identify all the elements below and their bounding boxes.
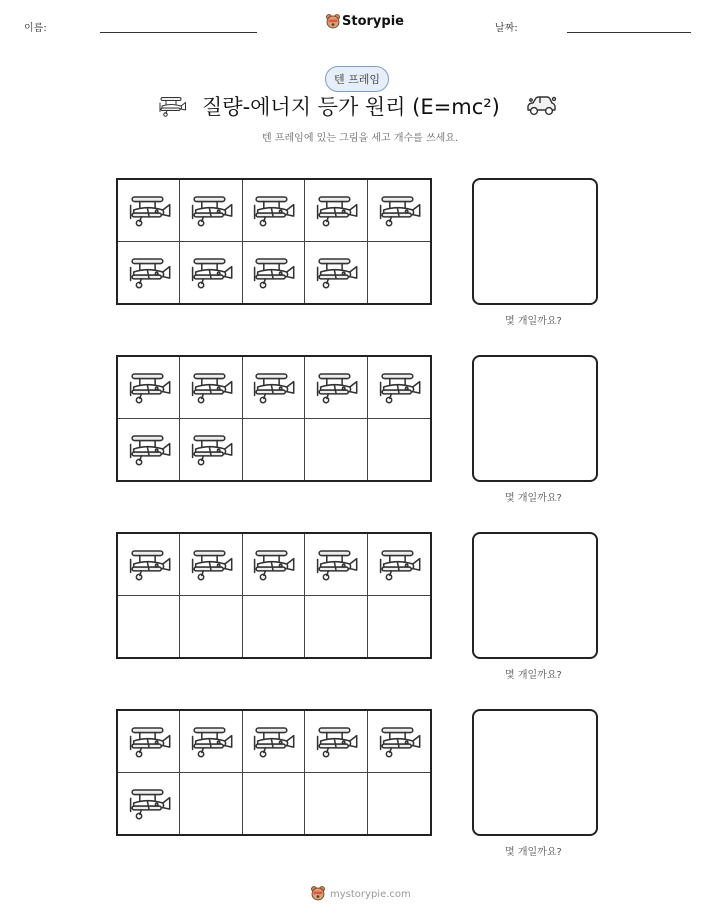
ten-frame-cell xyxy=(305,596,367,658)
biplane-icon xyxy=(126,724,172,758)
biplane-icon xyxy=(376,547,422,581)
biplane-icon xyxy=(126,547,172,581)
ten-frame-cell xyxy=(305,419,367,481)
ten-frame-cell xyxy=(180,534,242,596)
biplane-icon xyxy=(126,255,172,289)
ten-frame-cell xyxy=(118,180,180,242)
footer-bear-icon xyxy=(310,885,326,901)
question-label: 몇 개일까요? xyxy=(505,316,562,327)
ten-frame-cell xyxy=(180,242,242,304)
answer-box[interactable] xyxy=(472,532,598,659)
ten-frame-cell xyxy=(368,357,430,419)
biplane-icon xyxy=(188,255,234,289)
ten-frame-cell xyxy=(118,711,180,773)
biplane-icon xyxy=(313,255,359,289)
date-label: 날짜: xyxy=(495,23,518,34)
brand-name: Storypie xyxy=(342,14,404,29)
title-right-icon xyxy=(525,94,557,118)
ten-frame-cell xyxy=(118,419,180,481)
biplane-icon xyxy=(188,370,234,404)
ten-frame-cell xyxy=(118,242,180,304)
ten-frame-cell xyxy=(243,596,305,658)
name-label: 이름: xyxy=(24,23,47,34)
ten-frame-cell xyxy=(305,357,367,419)
question-label: 몇 개일까요? xyxy=(505,493,562,504)
ten-frame-cell xyxy=(305,242,367,304)
ten-frame-cell xyxy=(368,711,430,773)
ten-frame-cell xyxy=(243,534,305,596)
ten-frame-cell xyxy=(305,180,367,242)
title-left-icon xyxy=(157,95,187,117)
biplane-icon xyxy=(126,370,172,404)
ten-frame-cell xyxy=(118,773,180,835)
instructions: 텐 프레임에 있는 그림을 세고 개수를 쓰세요. xyxy=(262,133,459,144)
biplane-icon xyxy=(313,370,359,404)
name-line xyxy=(100,32,257,33)
biplane-icon xyxy=(250,193,296,227)
biplane-icon xyxy=(126,432,172,466)
biplane-icon xyxy=(126,786,172,820)
biplane-icon xyxy=(376,724,422,758)
biplane-icon xyxy=(376,370,422,404)
question-label: 몇 개일까요? xyxy=(505,847,562,858)
biplane-icon xyxy=(188,547,234,581)
biplane-icon xyxy=(157,95,187,117)
ten-frame-cell xyxy=(368,242,430,304)
biplane-icon xyxy=(250,370,296,404)
ten-frame-cell xyxy=(180,773,242,835)
ten-frame-cell xyxy=(305,711,367,773)
biplane-icon xyxy=(250,724,296,758)
ten-frame-cell xyxy=(180,419,242,481)
ten-frame-cell xyxy=(243,357,305,419)
ten-frame-cell xyxy=(243,242,305,304)
bear-icon xyxy=(325,13,341,29)
ten-frame-cell xyxy=(180,711,242,773)
page-title: 질량-에너지 등가 원리 (E=mc²) xyxy=(202,95,500,119)
category-badge: 텐 프레임 xyxy=(325,66,389,92)
biplane-icon xyxy=(313,724,359,758)
ten-frame xyxy=(116,709,432,836)
biplane-icon xyxy=(313,547,359,581)
ten-frame xyxy=(116,178,432,305)
ten-frame-cell xyxy=(180,596,242,658)
ten-frame xyxy=(116,355,432,482)
ten-frame-cell xyxy=(243,419,305,481)
ten-frame-cell xyxy=(368,180,430,242)
question-label: 몇 개일까요? xyxy=(505,670,562,681)
answer-box[interactable] xyxy=(472,709,598,836)
ten-frame-cell xyxy=(243,773,305,835)
ten-frame-cell xyxy=(118,534,180,596)
answer-box[interactable] xyxy=(472,178,598,305)
biplane-icon xyxy=(376,193,422,227)
ten-frame-cell xyxy=(368,419,430,481)
biplane-icon xyxy=(188,432,234,466)
ten-frame-cell xyxy=(243,711,305,773)
ten-frame-cell xyxy=(368,534,430,596)
ten-frame-cell xyxy=(305,534,367,596)
ten-frame-cell xyxy=(118,596,180,658)
footer-url[interactable]: mystorypie.com xyxy=(330,889,411,900)
biplane-icon xyxy=(313,193,359,227)
biplane-icon xyxy=(188,193,234,227)
ten-frame-cell xyxy=(368,773,430,835)
biplane-icon xyxy=(250,255,296,289)
answer-box[interactable] xyxy=(472,355,598,482)
biplane-icon xyxy=(126,193,172,227)
biplane-icon xyxy=(188,724,234,758)
ten-frame-cell xyxy=(243,180,305,242)
car-icon xyxy=(525,94,557,118)
biplane-icon xyxy=(250,547,296,581)
ten-frame-cell xyxy=(305,773,367,835)
ten-frame-cell xyxy=(368,596,430,658)
date-line xyxy=(567,32,691,33)
ten-frame xyxy=(116,532,432,659)
ten-frame-cell xyxy=(118,357,180,419)
ten-frame-cell xyxy=(180,357,242,419)
ten-frame-cell xyxy=(180,180,242,242)
